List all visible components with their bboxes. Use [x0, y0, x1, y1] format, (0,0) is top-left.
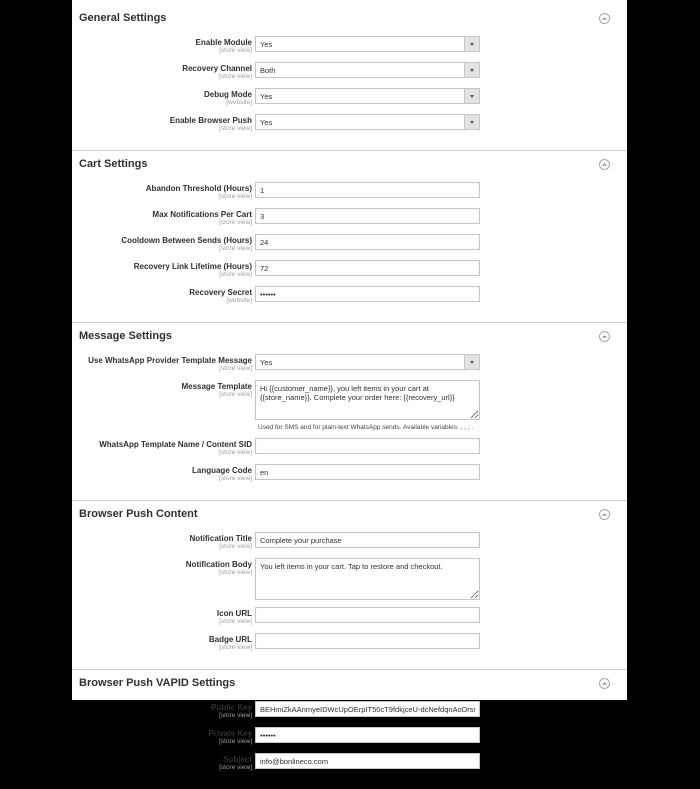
- caret-down-icon: [470, 121, 474, 124]
- field-row-message-template: [72, 380, 627, 420]
- icon-url-input[interactable]: [255, 607, 480, 623]
- field-label: Subject: [223, 755, 252, 764]
- select-dropdown-button: [464, 63, 479, 77]
- field-label-cell: [72, 62, 255, 81]
- whatsapp-template-name-input[interactable]: [255, 438, 480, 454]
- field-label: Public Key: [211, 703, 252, 712]
- field-label-cell: [72, 727, 255, 746]
- recovery-link-lifetime-input[interactable]: [255, 260, 480, 276]
- enable-browser-push-select[interactable]: [255, 114, 480, 130]
- recovery-channel-select[interactable]: [255, 62, 480, 78]
- field-label-cell: [72, 88, 255, 107]
- field-scope: [store view]: [219, 219, 252, 226]
- section-title: Message Settings: [79, 330, 172, 342]
- field-label-cell: [72, 438, 255, 457]
- field-row-whatsapp-template-name: [72, 438, 627, 457]
- field-row-recovery-channel: [72, 62, 627, 81]
- field-label: Cooldown Between Sends (Hours): [121, 236, 252, 245]
- collapse-section-button[interactable]: [599, 678, 610, 689]
- field-scope: [store view]: [219, 738, 252, 745]
- field-label-cell: [72, 286, 255, 305]
- section-title: Browser Push VAPID Settings: [79, 677, 236, 689]
- section-browser-push-vapid: [72, 670, 627, 789]
- field-label: Recovery Link Lifetime (Hours): [133, 262, 252, 271]
- field-row-language-code: [72, 464, 627, 483]
- collapse-section-button[interactable]: [599, 331, 610, 342]
- field-scope: [store view]: [219, 644, 252, 651]
- field-label: Message Template: [181, 382, 252, 391]
- badge-url-input[interactable]: [255, 633, 480, 649]
- field-scope: [store view]: [219, 125, 252, 132]
- section-header: [72, 158, 627, 170]
- field-label: WhatsApp Template Name / Content SID: [99, 440, 252, 449]
- field-label: Language Code: [191, 466, 252, 475]
- field-scope: [store view]: [219, 475, 252, 482]
- use-whatsapp-template-select[interactable]: [255, 354, 480, 370]
- chevron-up-icon: [602, 17, 606, 21]
- field-label: Enable Browser Push: [169, 116, 252, 125]
- section-cart-settings: [72, 151, 627, 323]
- field-label-cell: [72, 607, 255, 626]
- field-label-cell: [72, 558, 255, 600]
- field-label: Notification Title: [189, 534, 252, 543]
- field-row-notification-title: [72, 532, 627, 551]
- section-title: Cart Settings: [79, 158, 148, 170]
- field-label: Use WhatsApp Provider Template Message: [88, 356, 252, 365]
- field-row-public-key: [72, 701, 627, 720]
- section-browser-push-content: [72, 501, 627, 670]
- chevron-up-icon: [602, 335, 606, 339]
- debug-mode-select[interactable]: [255, 88, 480, 104]
- select-value: Yes: [260, 40, 273, 49]
- select-value: Yes: [260, 118, 273, 127]
- field-label-cell: [72, 532, 255, 551]
- section-title: Browser Push Content: [79, 508, 198, 520]
- section-header: [72, 508, 627, 520]
- field-label-cell: [72, 208, 255, 227]
- field-scope: [store view]: [219, 712, 252, 719]
- caret-down-icon: [470, 69, 474, 72]
- field-label: Notification Body: [185, 560, 252, 569]
- field-scope: [store view]: [219, 449, 252, 456]
- field-scope: [store view]: [219, 618, 252, 625]
- field-label-cell: [72, 753, 255, 772]
- field-scope: [store view]: [219, 193, 252, 200]
- subject-input[interactable]: [255, 753, 480, 769]
- field-scope: [website]: [226, 297, 252, 304]
- field-scope: [website]: [226, 99, 252, 106]
- field-row-icon-url: [72, 607, 627, 626]
- chevron-up-icon: [602, 682, 606, 686]
- notification-title-input[interactable]: [255, 532, 480, 548]
- field-scope: [store view]: [219, 569, 252, 576]
- section-header: [72, 12, 627, 24]
- chevron-up-icon: [602, 163, 606, 167]
- field-row-enable-browser-push: [72, 114, 627, 133]
- collapse-section-button[interactable]: [599, 13, 610, 24]
- field-row-enable-module: [72, 36, 627, 55]
- abandon-threshold-input[interactable]: [255, 182, 480, 198]
- select-value: Both: [260, 66, 276, 75]
- field-label-cell: [72, 234, 255, 253]
- field-label: Private Key: [208, 729, 252, 738]
- max-notifications-input[interactable]: [255, 208, 480, 224]
- field-row-notification-body: [72, 558, 627, 600]
- section-general-settings: [72, 0, 627, 151]
- enable-module-select[interactable]: [255, 36, 480, 52]
- select-value: Yes: [260, 358, 273, 367]
- field-row-recovery-link-lifetime: [72, 260, 627, 279]
- recovery-secret-input[interactable]: [255, 286, 480, 302]
- field-row-debug-mode: [72, 88, 627, 107]
- section-header: [72, 677, 627, 689]
- field-label-cell: [72, 260, 255, 279]
- select-dropdown-button: [464, 355, 479, 369]
- field-scope: [store view]: [219, 271, 252, 278]
- field-label: Badge URL: [208, 635, 252, 644]
- field-label-cell: [72, 464, 255, 483]
- field-label: Recovery Channel: [182, 64, 252, 73]
- field-label-cell: [72, 36, 255, 55]
- field-row-badge-url: [72, 633, 627, 652]
- field-row-recovery-secret: [72, 286, 627, 305]
- field-scope: [store view]: [219, 391, 252, 398]
- collapse-section-button[interactable]: [599, 159, 610, 170]
- select-value: Yes: [260, 92, 273, 101]
- field-row-max-notifications: [72, 208, 627, 227]
- caret-down-icon: [470, 95, 474, 98]
- section-header: [72, 330, 627, 342]
- field-label-cell: [72, 114, 255, 133]
- private-key-input[interactable]: [255, 727, 480, 743]
- cooldown-input[interactable]: [255, 234, 480, 250]
- caret-down-icon: [470, 361, 474, 364]
- caret-down-icon: [470, 43, 474, 46]
- message-template-note: Used for SMS and for plain-text WhatsApp sends. Available variables: , , , .: [258, 424, 474, 431]
- section-message-settings: [72, 323, 627, 501]
- field-label-cell: [72, 633, 255, 652]
- field-label: Max Notifications Per Cart: [152, 210, 252, 219]
- field-row-abandon-threshold: [72, 182, 627, 201]
- select-dropdown-button: [464, 115, 479, 129]
- field-label: Abandon Threshold (Hours): [145, 184, 252, 193]
- chevron-up-icon: [602, 513, 606, 517]
- field-scope: [store view]: [219, 245, 252, 252]
- field-scope: [store view]: [219, 543, 252, 550]
- collapse-section-button[interactable]: [599, 509, 610, 520]
- section-title: General Settings: [79, 12, 167, 24]
- field-label-cell: [72, 380, 255, 420]
- field-label: Debug Mode: [204, 90, 252, 99]
- field-label-cell: [72, 354, 255, 373]
- language-code-input[interactable]: [255, 464, 480, 480]
- field-scope: [store view]: [219, 47, 252, 54]
- field-label: Icon URL: [216, 609, 252, 618]
- field-label: Enable Module: [195, 38, 252, 47]
- field-row-cooldown: [72, 234, 627, 253]
- select-dropdown-button: [464, 37, 479, 51]
- field-row-subject: [72, 753, 627, 772]
- select-dropdown-button: [464, 89, 479, 103]
- field-row-private-key: [72, 727, 627, 746]
- field-label-cell: [72, 182, 255, 201]
- field-scope: [store view]: [219, 73, 252, 80]
- notification-body-textarea[interactable]: [255, 558, 480, 600]
- message-template-textarea[interactable]: [255, 380, 480, 420]
- field-label-cell: [72, 701, 255, 720]
- field-label: Recovery Secret: [189, 288, 252, 297]
- public-key-input[interactable]: [255, 701, 480, 717]
- field-scope: [store view]: [219, 365, 252, 372]
- field-scope: [store view]: [219, 764, 252, 771]
- settings-panel: [72, 0, 627, 771]
- field-row-use-whatsapp-template: [72, 354, 627, 373]
